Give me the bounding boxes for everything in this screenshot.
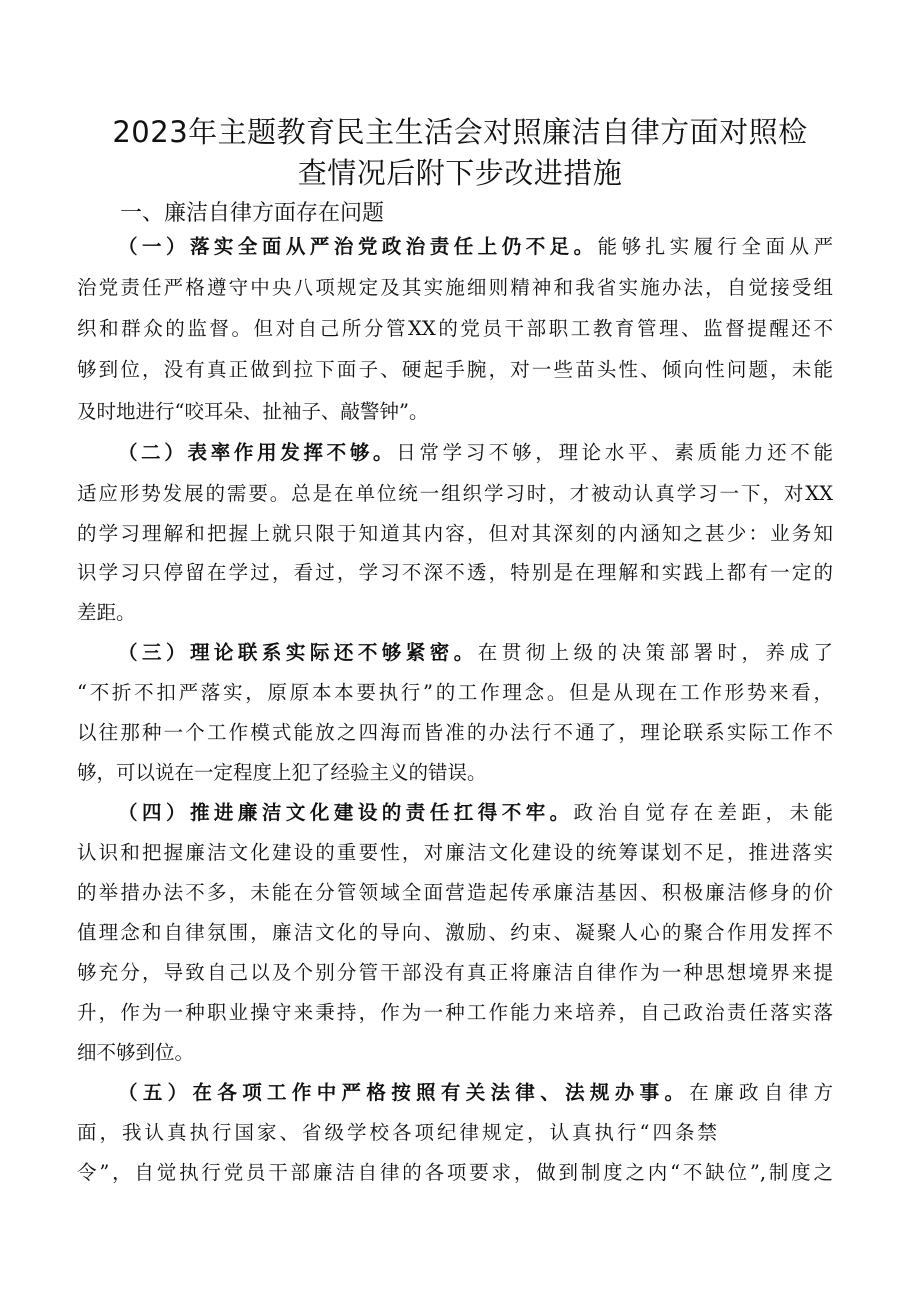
paragraph-text: 日常学习不够，理论水平、素质能力还不能 — [396, 441, 833, 464]
paragraph-text: 能够扎实履行全面从严 — [597, 235, 833, 258]
paragraph-2-line-2: 适应形势发展的需要。总是在单位统一组织学习时，才被动认真学习一下，对XX — [77, 482, 833, 505]
paragraph-4-line-2: 认识和把握廉洁文化建设的重要性，对廉洁文化建设的统筹谋划不足，推进落实 — [77, 841, 833, 864]
paragraph-1-line-1 — [118, 232, 833, 262]
paragraph-text: 政治自觉存在差距，未能 — [573, 801, 833, 824]
paragraph-1-line-3: 织和群众的监督。但对自己所分管XX的党员干部职工教育管理、监督提醒还不 — [77, 317, 833, 340]
paragraph-4-heading: （四）推进廉洁文化建设的责任扛得不牢。 — [118, 801, 574, 824]
paragraph-4-line-3: 的举措办法不多，未能在分管领域全面营造起传承廉洁基因、积极廉洁修身的价 — [77, 881, 833, 904]
paragraph-4-line-7: 细不够到位。 — [77, 1041, 195, 1064]
paragraph-1-heading: （一）落实全面从严治党政治责任上仍不足。 — [118, 235, 598, 258]
paragraph-2-line-5: 差距。 — [77, 601, 136, 624]
paragraph-text: 在廉政自律方 — [689, 1081, 833, 1104]
paragraph-2-heading: （二）表率作用发挥不够。 — [118, 441, 397, 464]
paragraph-4-line-1 — [118, 798, 833, 828]
paragraph-3-line-2: “不折不扣严落实，原原本本要执行”的工作理念。但是从现在工作形势来看， — [77, 681, 833, 704]
paragraph-4-line-4: 值理念和自律氛围，廉洁文化的导向、激励、约束、凝聚人心的聚合作用发挥不 — [77, 921, 833, 944]
paragraph-3-line-3: 以往那种一个工作模式能放之四海而皆准的办法行不通了，理论联系实际工作不 — [77, 721, 833, 744]
paragraph-1-line-2: 治党责任严格遵守中央八项规定及其实施细则精神和我省实施办法，自觉接受组 — [77, 276, 833, 299]
document-title-line2: 查情况后附下步改进措施 — [297, 156, 623, 190]
paragraph-5-line-2: 面，我认真执行国家、省级学校各项纪律规定，认真执行“四条禁 — [77, 1121, 717, 1144]
paragraph-3-line-4: 够，可以说在一定程度上犯了经验主义的错误。 — [77, 761, 487, 784]
paragraph-3-line-1 — [118, 638, 833, 668]
paragraph-2-line-1 — [118, 438, 833, 468]
paragraph-4-line-6: 升，作为一种职业操守来秉持，作为一种工作能力来培养，自己政治责任落实落 — [77, 1001, 833, 1024]
paragraph-5-line-1 — [118, 1078, 833, 1108]
section-heading: 一、廉洁自律方面存在问题 — [120, 201, 385, 226]
paragraph-text: 在贯彻上级的决策部署时，养成了 — [477, 641, 833, 664]
paragraph-5-line-3: 令”，自觉执行党员干部廉洁自律的各项要求，做到制度之内“不缺位”,制度之 — [77, 1161, 833, 1184]
paragraph-3-heading: （三）理论联系实际还不够紧密。 — [118, 641, 478, 664]
paragraph-4-line-5: 够充分，导致自己以及个别分管干部没有真正将廉洁自律作为一种思想境界来提 — [77, 961, 833, 984]
paragraph-5-heading: （五）在各项工作中严格按照有关法律、法规办事。 — [118, 1081, 690, 1104]
paragraph-1-line-5: 及时地进行“咬耳朵、扯袖子、敲警钟”。 — [77, 400, 429, 423]
paragraph-2-line-4: 识学习只停留在学过，看过，学习不深不透，特别是在理解和实践上都有一定的 — [77, 561, 833, 584]
document-title-line1: 2023年主题教育民主生活会对照廉洁自律方面对照检 — [112, 115, 808, 149]
paragraph-1-line-4: 够到位，没有真正做到拉下面子、硬起手腕，对一些苗头性、倾向性问题，未能 — [77, 358, 833, 381]
paragraph-2-line-3: 的学习理解和把握上就只限于知道其内容，但对其深刻的内涵知之甚少：业务知 — [77, 522, 833, 545]
